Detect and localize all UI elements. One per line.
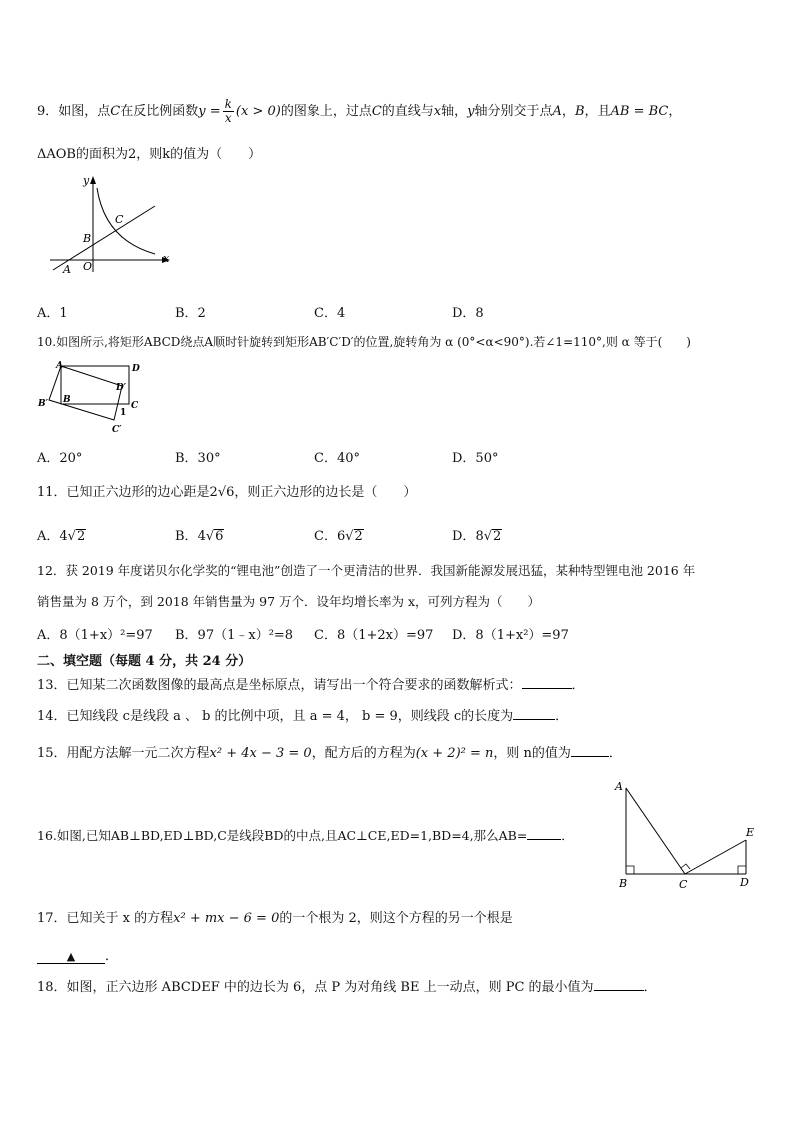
fig-label-angle-1: 1 — [120, 408, 127, 418]
fig-label-b: B — [619, 877, 628, 890]
q12-option-a[interactable]: A．8（1+x）²=97 — [37, 628, 153, 643]
q9-line1: 9．如图，点C在反比例函数y = $\frac{k}{x}$ (x > 0)的图象上，过点C的直线与x轴，y轴分别交于点A，B，且AB = BC， — [37, 97, 682, 125]
q16-answer-blank[interactable] — [527, 827, 561, 840]
q10-figure — [36, 358, 146, 436]
fig-label-a: A — [615, 780, 623, 793]
q17-answer-blank[interactable] — [37, 951, 105, 964]
q12-option-d[interactable]: D．8（1+x²）=97 — [452, 628, 569, 643]
q12-option-c[interactable]: C．8（1+2x）=97 — [314, 628, 434, 643]
q15-answer-blank[interactable] — [571, 744, 609, 757]
fig-label-a: A — [63, 263, 71, 276]
q10-option-c[interactable]: C．40° — [314, 451, 360, 466]
q15-text: 15．用配方法解一元二次方程x² + 4x − 3 = 0，配方后的方程为(x + 2)² = n，则 n的值为 ． — [37, 746, 622, 761]
fig-label-b: B — [83, 232, 92, 245]
q10-text: 10.如图所示,将矩形ABCD绕点A顺时针旋转到矩形AB′C′D′的位置,旋转角为 α (0°<α<90°).若∠1=110°,则 α 等于( ) — [37, 335, 691, 349]
q11-option-d[interactable]: D．8√2 — [452, 529, 502, 544]
q12-line1: 12．获 2019 年度诺贝尔化学奖的“锂电池”创造了一个更清洁的世界．我国新能源发展迅猛，某种特型锂电池 2016 年 — [37, 563, 696, 578]
fraction-k-over-x: $\frac{k}{x}$ — [224, 97, 232, 125]
fig-label-a: A — [56, 361, 63, 371]
q12-option-b[interactable]: B．97（1﹣x）²=8 — [175, 628, 294, 643]
q10-option-a[interactable]: A．20° — [37, 451, 83, 466]
q16-figure — [610, 776, 770, 891]
fig-label-c: C — [115, 213, 124, 226]
q10-option-d[interactable]: D．50° — [452, 451, 499, 466]
q18-text: 18．如图，正六边形 ABCDEF 中的边长为 6，点 P 为对角线 BE 上一动点，则 PC 的最小值为 ． — [37, 980, 657, 995]
fig-label-b: B — [63, 395, 71, 405]
q9-option-d[interactable]: D．8 — [452, 306, 484, 321]
q9-option-b[interactable]: B．2 — [175, 306, 206, 321]
q9-option-c[interactable]: C．4 — [314, 306, 346, 321]
fig-label-c: C — [679, 878, 688, 891]
q13-answer-blank[interactable] — [522, 676, 572, 689]
fig-label-x: x — [163, 252, 170, 265]
section-title-fill-in: 二、填空题（每题 4 分，共 24 分） — [37, 654, 252, 669]
fig-label-c: C — [131, 401, 139, 411]
fig-label-c-prime: C′ — [112, 425, 122, 435]
q14-text: 14．已知线段 c是线段 a 、 b 的比例中项，且 a = 4， b = 9，则线段 c的长度为 ． — [37, 709, 569, 724]
fig-label-d-prime: D′ — [116, 383, 127, 393]
q11-option-c[interactable]: C．6√2 — [314, 529, 363, 544]
q12-line2: 销售量为 8 万个，到 2018 年销售量为 97 万个．设年均增长率为 x，可列方程为（ ） — [37, 594, 541, 609]
q9-option-a[interactable]: A．1 — [37, 306, 68, 321]
q9-figure — [45, 170, 180, 280]
q14-answer-blank[interactable] — [513, 707, 555, 720]
q17-answer-line: ▲ ． — [37, 948, 118, 966]
q11-text: 11．已知正六边形的边心距是2√6，则正六边形的边长是（ ） — [37, 485, 417, 500]
fig-label-d: D — [132, 364, 140, 374]
q11-option-a[interactable]: A．4√2 — [37, 529, 86, 544]
q16-text: 16.如图,已知AB⊥BD,ED⊥BD,C是线段BD的中点,且AC⊥CE,ED=1,BD=4,那么AB= ． — [37, 828, 574, 843]
fig-label-b-prime: B′ — [38, 399, 48, 409]
q13-text: 13．已知某二次函数图像的最高点是坐标原点，请写出一个符合要求的函数解析式： ． — [37, 678, 585, 693]
fig-label-e: E — [746, 826, 755, 839]
triangle-marker-icon: ▲ — [66, 950, 76, 963]
fig-label-d: D — [740, 876, 749, 889]
fig-label-o: O — [83, 260, 93, 273]
q18-answer-blank[interactable] — [594, 978, 644, 991]
q11-option-b[interactable]: B．4√6 — [175, 529, 224, 544]
q9-line2: ΔAOB的面积为2，则k的值为（ ） — [37, 147, 262, 162]
fig-label-y: y — [83, 174, 90, 187]
q17-text: 17．已知关于 x 的方程x² + mx − 6 = 0的一个根为 2，则这个方程的另一个根是 — [37, 911, 513, 926]
q10-option-b[interactable]: B．30° — [175, 451, 221, 466]
